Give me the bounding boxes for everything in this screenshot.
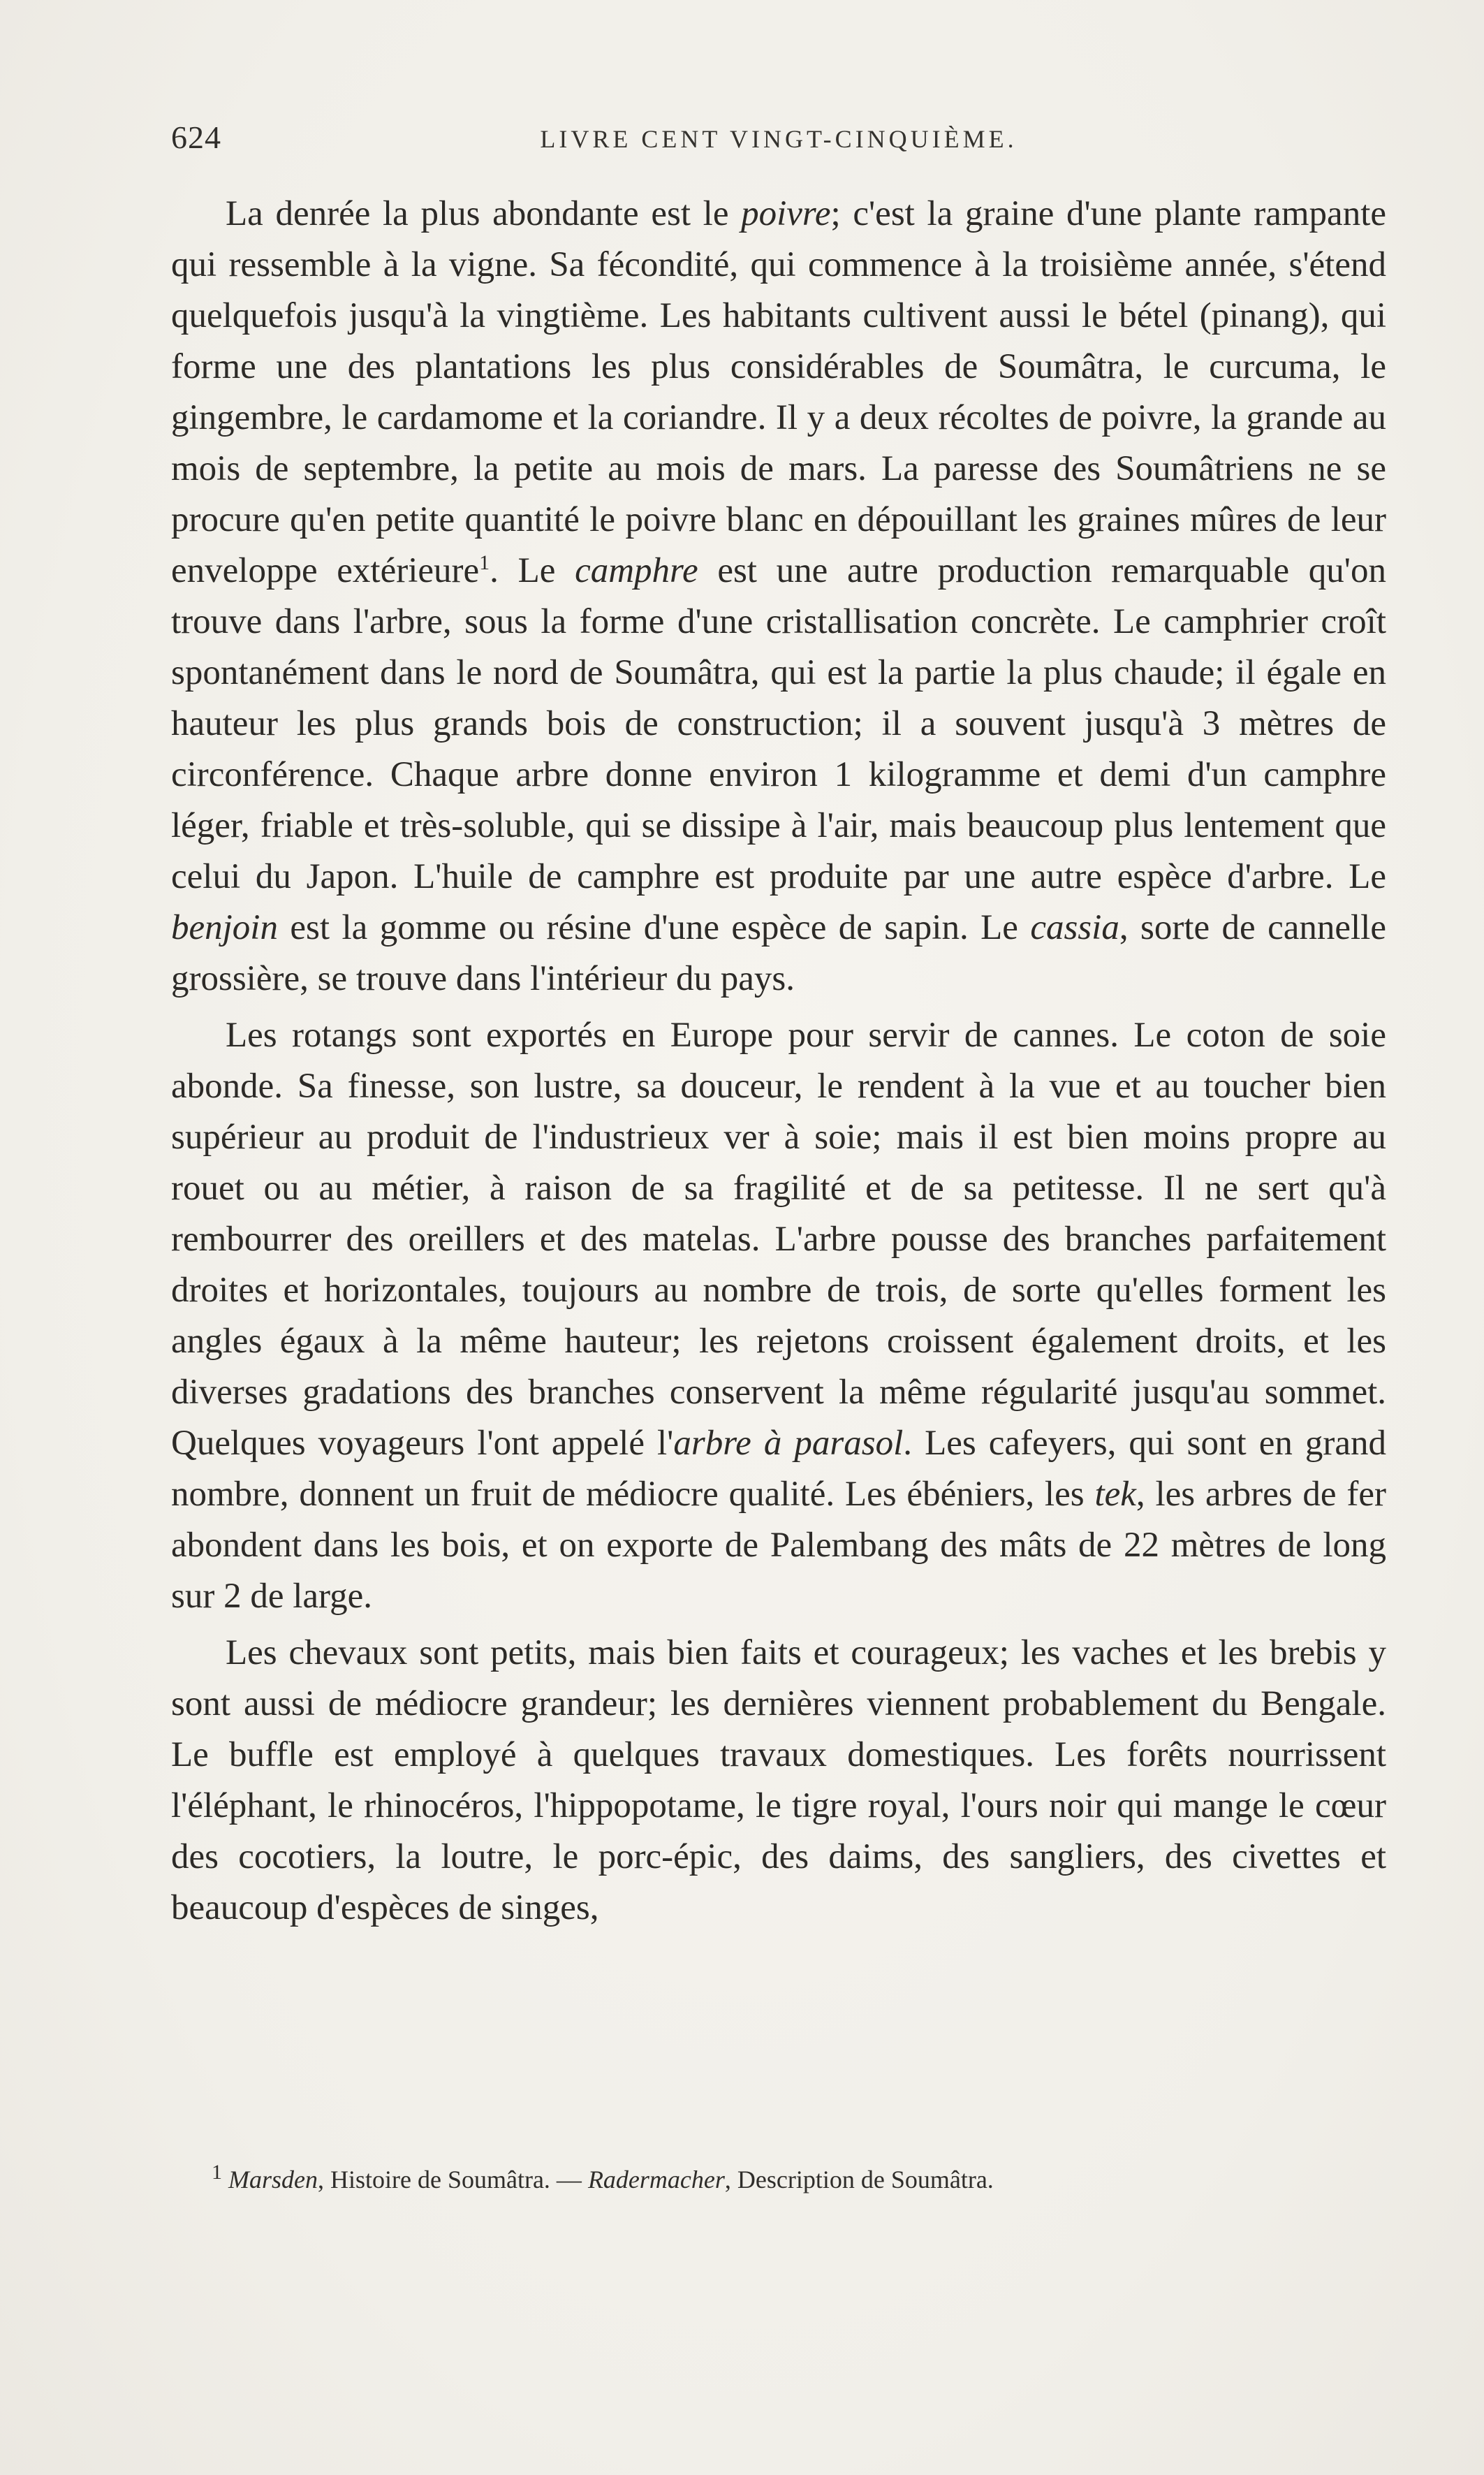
text-run: , Histoire de Soumâtra. — <box>318 2166 588 2193</box>
text-run: , sorte de cannelle grossière, se trouve dans l'intérieur du pays. <box>171 908 1386 998</box>
text-run: . Le <box>490 551 575 590</box>
footnote-marker: 1 <box>212 2161 222 2184</box>
italic-term: arbre à parasol <box>673 1424 904 1463</box>
text-run: est une autre production remarquable qu'on trouve dans l'arbre, sous la forme d'une cristallisation concrète. Le camphrier croît spontanément dans le nord de Soumâtra, qui est la partie la plus chaude; il égale en hauteur les plus grands bois de construction; il a souvent jusqu'à 3 mètres de circonférence. Chaque arbre donne environ 1 kilogramme et demi d'un camphre léger, friable et très-soluble, qui se dissipe à l'air, mais beaucoup plus lentement que celui du Japon. L'huile de camphre est produite par une autre espèce d'arbre. Le <box>171 551 1386 896</box>
body-text <box>171 189 1386 1934</box>
page-number: 624 <box>171 119 221 155</box>
text-run: ; c'est la graine d'une plante rampante qui ressemble à la vigne. Sa fécondité, qui commence à la troisième année, s'étend quelquefois jusqu'à la vingtième. Les habitants cultivent aussi le bétel (pinang), qui forme une des plantations les plus considérables de Soumâtra, le curcuma, le gingembre, le cardamome et la coriandre. Il y a deux récoltes de poivre, la grande au mois de septembre, la petite au mois de mars. La paresse des Soumâtriens ne se procure qu'en petite quantité le poivre blanc en dépouillant les graines mûres de leur enveloppe extérieure <box>171 194 1387 590</box>
text-run: , les arbres de fer abondent dans les bois, et on exporte de Palembang des mâts de 22 mètres de long sur 2 de large. <box>171 1475 1386 1616</box>
running-head: LIVRE CENT VINGT-CINQUIÈME. <box>540 125 1018 153</box>
text-run <box>222 2166 228 2193</box>
italic-term: Radermacher <box>587 2166 725 2193</box>
text-run: est la gomme ou résine d'une espèce de sapin. Le <box>277 908 1031 947</box>
paragraph-1 <box>171 189 1386 1005</box>
italic-term: cassia <box>1030 908 1119 947</box>
italic-term: poivre <box>741 194 831 233</box>
text-run: . Les cafeyers, qui sont en grand nombre, donnent un fruit de médiocre qualité. Les ébéniers, les <box>171 1424 1386 1514</box>
footnote-marker: 1 <box>479 551 490 574</box>
paragraph-3 <box>171 1628 1386 1934</box>
italic-term: benjoin <box>171 908 278 947</box>
text-run: Les chevaux sont petits, mais bien faits et courageux; les vaches et les brebis y sont aussi de médiocre grandeur; les dernières viennent probablement du Bengale. Le buffle est employé à quelques travaux domestiques. Les forêts nourrissent l'éléphant, le rhinocéros, l'hippopotame, le tigre royal, l'ours noir qui mange le cœur des cocotiers, la loutre, le porc-épic, des daims, des sangliers, des civettes et beaucoup d'espèces de singes, <box>171 1633 1386 1927</box>
paragraph-2 <box>171 1010 1386 1622</box>
italic-term: tek <box>1094 1475 1136 1514</box>
footnote <box>171 2162 1386 2197</box>
text-run: , Description de Soumâtra. <box>724 2166 994 2193</box>
text-run: Les rotangs sont exportés en Europe pour servir de cannes. Le coton de soie abonde. Sa finesse, son lustre, sa douceur, le rendent à la vue et au toucher bien supérieur au produit de l'industrieux ver à soie; mais il est bien moins propre au rouet ou au métier, à raison de sa fragilité et de sa petitesse. Il ne sert qu'à rembourrer des oreillers et des matelas. L'arbre pousse des branches parfaitement droites et horizontales, toujours au nombre de trois, de sorte qu'elles forment les angles égaux à la même hauteur; les rejetons croissent également droits, et les diverses gradations des branches conservent la même régularité jusqu'au sommet. Quelques voyageurs l'ont appelé l' <box>171 1016 1386 1463</box>
text-run: La denrée la plus abondante est le <box>226 194 742 233</box>
italic-term: camphre <box>575 551 698 590</box>
italic-term: Marsden <box>228 2166 318 2193</box>
page-header <box>171 119 1386 168</box>
